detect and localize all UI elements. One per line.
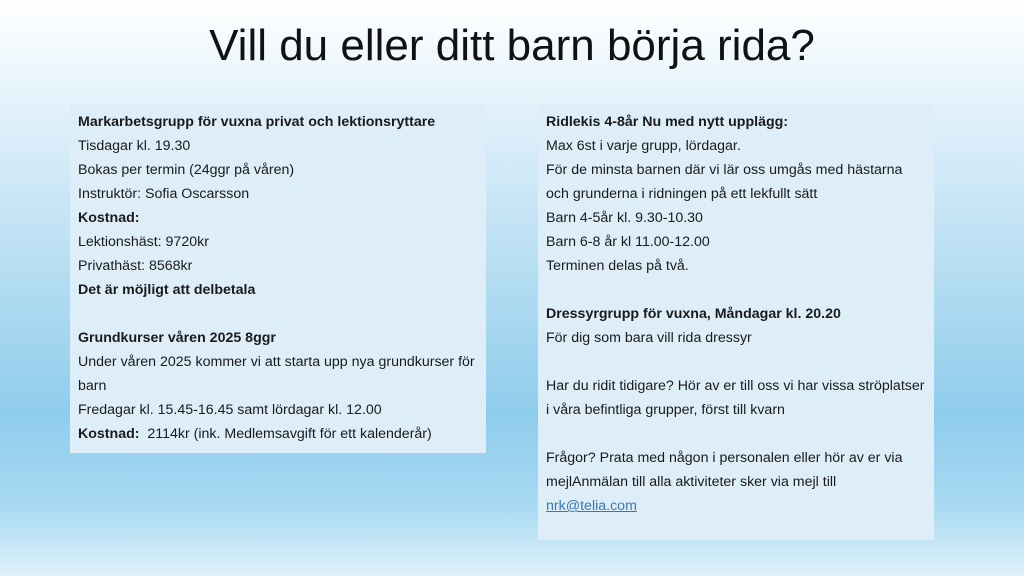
ridlekis-heading: Ridlekis 4-8år Nu med nytt upplägg: [546, 114, 789, 130]
markarbete-cost-private: Privathäst: 8568kr [78, 258, 193, 274]
spacer [546, 422, 926, 446]
ridlekis-group: Max 6st i varje grupp, lördagar. [546, 138, 741, 154]
email-link[interactable]: nrk@telia.com [546, 498, 637, 514]
markarbete-cost-lesson: Lektionshäst: 9720kr [78, 234, 209, 250]
ridlekis-term: Terminen delas på två. [546, 258, 689, 274]
markarbete-heading: Markarbetsgrupp för vuxna privat och lektionsryttare [78, 114, 436, 130]
left-info-panel [70, 104, 486, 453]
grundkurs-schedule: Fredagar kl. 15.45-16.45 samt lördagar kl. 12.00 [78, 402, 382, 418]
ridlekis-kids-older: Barn 6-8 år kl 11.00-12.00 [546, 234, 710, 250]
grundkurs-cost-value: 2114kr (ink. Medlemsavgift för ett kalenderår) [139, 426, 432, 442]
markarbete-installment: Det är möjligt att delbetala [78, 282, 256, 298]
questions-text: Frågor? Prata med någon i personalen eller hör av er via mejlAnmälan till alla aktiviteter sker via mejl till [546, 450, 903, 490]
markarbete-cost-label: Kostnad: [78, 210, 140, 226]
spacer [546, 350, 926, 374]
markarbete-instructor: Instruktör: Sofia Oscarsson [78, 186, 250, 202]
dressyr-description: För dig som bara vill rida dressyr [546, 330, 752, 346]
grundkurs-heading: Grundkurser våren 2025 8ggr [78, 330, 276, 346]
ridlekis-kids-young: Barn 4-5år kl. 9.30-10.30 [546, 210, 703, 226]
previous-riders-text: Har du ridit tidigare? Hör av er till oss vi har vissa ströplatser i våra befintliga grupper, först till kvarn [546, 378, 925, 418]
grundkurs-cost-label: Kostnad: [78, 426, 140, 442]
grundkurs-cost [78, 422, 478, 446]
dressyr-heading: Dressyrgrupp för vuxna, Måndagar kl. 20.20 [546, 306, 841, 322]
page-title: Vill du eller ditt barn börja rida? [209, 21, 815, 70]
markarbete-schedule: Tisdagar kl. 19.30 [78, 138, 191, 154]
markarbete-booking: Bokas per termin (24ggr på våren) [78, 162, 295, 178]
ridlekis-description: För de minsta barnen där vi lär oss umgås med hästarna och grunderna i ridningen på ett lekfullt sätt [546, 162, 903, 202]
spacer [546, 278, 926, 302]
spacer [78, 302, 478, 326]
right-info-panel [538, 104, 934, 540]
grundkurs-description: Under våren 2025 kommer vi att starta upp nya grundkurser för barn [78, 354, 475, 394]
